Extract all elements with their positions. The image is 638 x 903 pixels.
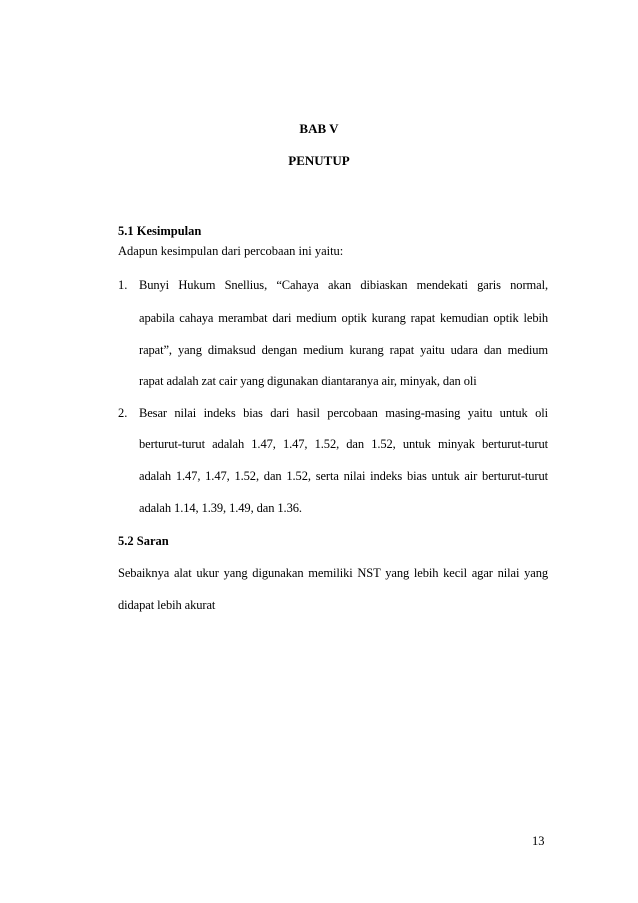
item-line: rapat adalah zat cair yang digunakan diantaranya air, minyak, dan oli [139, 374, 477, 388]
item-line: apabila cahaya merambat dari medium optik kurang rapat kemudian optik lebih [139, 311, 548, 325]
item-line: berturut-turut adalah 1.47, 1.47, 1.52, dan 1.52, untuk minyak berturut-turut [139, 437, 548, 451]
item-line: Besar nilai indeks bias dari hasil percobaan masing-masing yaitu untuk oli [139, 406, 548, 420]
item-number: 2. [118, 406, 128, 420]
conclusion-intro: Adapun kesimpulan dari percobaan ini yaitu: [118, 244, 344, 258]
item-line: adalah 1.47, 1.47, 1.52, dan 1.52, serta nilai indeks bias untuk air berturut-turut [139, 469, 548, 483]
conclusion-heading: 5.1 Kesimpulan [118, 224, 202, 238]
suggestion-line: didapat lebih akurat [118, 598, 216, 612]
item-line: rapat”, yang dimaksud dengan medium kurang rapat yaitu udara dan medium [139, 343, 548, 357]
page-number: 13 [532, 834, 545, 848]
suggestion-heading: 5.2 Saran [118, 534, 169, 548]
item-number: 1. [118, 278, 128, 292]
suggestion-line: Sebaiknya alat ukur yang digunakan memiliki NST yang lebih kecil agar nilai yang [118, 566, 548, 580]
item-line: Bunyi Hukum Snellius, “Cahaya akan dibiaskan mendekati garis normal, [139, 278, 548, 292]
chapter-label: BAB V [299, 121, 339, 136]
item-line: adalah 1.14, 1.39, 1.49, dan 1.36. [139, 501, 302, 515]
chapter-title: PENUTUP [288, 153, 350, 168]
